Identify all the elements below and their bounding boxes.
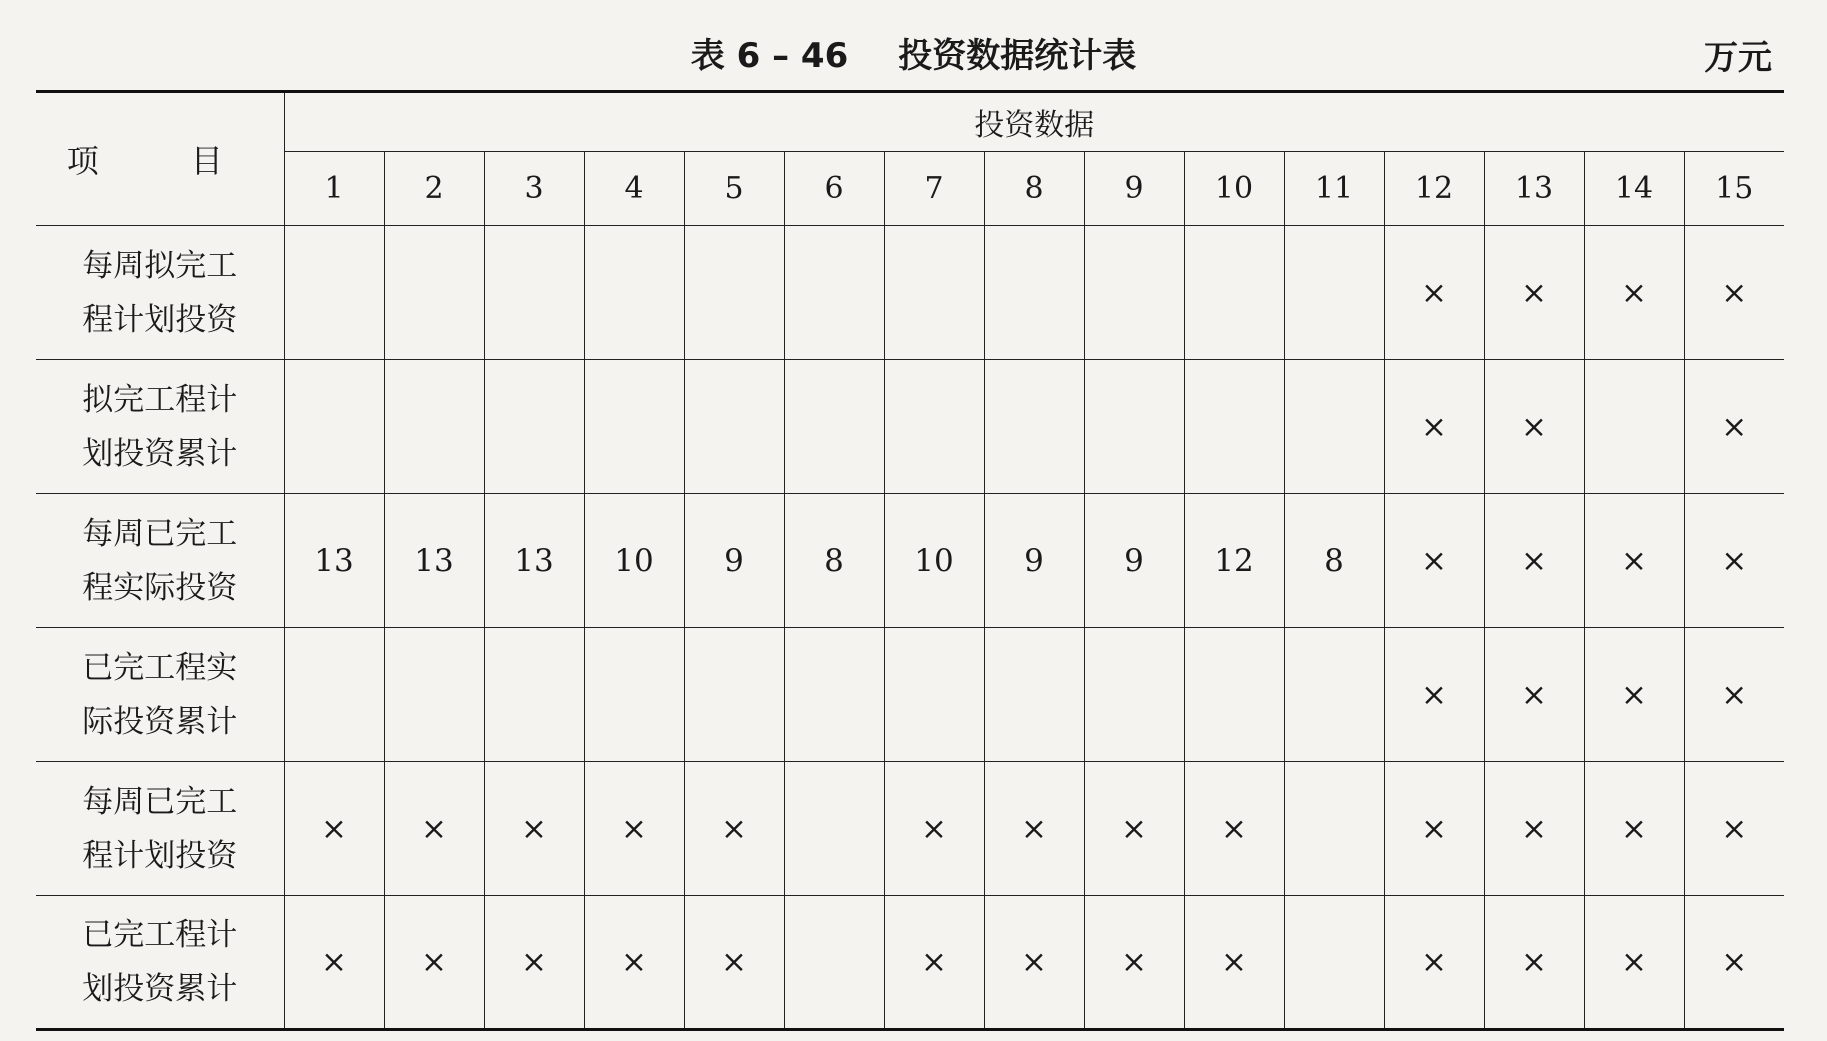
table-cell: × — [1584, 226, 1684, 360]
table-cell: × — [1384, 628, 1484, 762]
column-header-5: 5 — [684, 152, 784, 226]
table-cell: × — [1684, 226, 1784, 360]
table-cell: × — [1384, 360, 1484, 494]
table-cell: 13 — [384, 494, 484, 628]
table-cell — [884, 360, 984, 494]
column-header-8: 8 — [984, 152, 1084, 226]
table-cell: × — [284, 896, 384, 1030]
table-cell — [984, 226, 1084, 360]
table-cell: 9 — [684, 494, 784, 628]
row-label-line: 每周拟完工 — [82, 247, 238, 284]
table-cell: 13 — [484, 494, 584, 628]
column-header-10: 10 — [1184, 152, 1284, 226]
table-cell — [1284, 896, 1384, 1030]
column-header-4: 4 — [584, 152, 684, 226]
table-cell: 12 — [1184, 494, 1284, 628]
table-cell — [784, 896, 884, 1030]
column-header-2: 2 — [384, 152, 484, 226]
table-cell: × — [1184, 896, 1284, 1030]
table-cell: × — [1484, 226, 1584, 360]
table-cell — [984, 360, 1084, 494]
table-cell: × — [1484, 628, 1584, 762]
table-cell: × — [1484, 494, 1584, 628]
row-label — [36, 360, 284, 494]
table-cell: × — [1684, 494, 1784, 628]
table-cell — [784, 226, 884, 360]
table-cell: × — [1484, 360, 1584, 494]
table-number: 表 6 – 46 — [690, 36, 849, 76]
row-label — [36, 762, 284, 896]
table-cell — [1284, 360, 1384, 494]
table-cell: 9 — [984, 494, 1084, 628]
table-cell: × — [1684, 896, 1784, 1030]
table-cell — [1184, 226, 1284, 360]
table-cell — [1284, 628, 1384, 762]
table-cell — [384, 360, 484, 494]
table-cell: × — [1684, 762, 1784, 896]
column-header-6: 6 — [784, 152, 884, 226]
table-cell — [984, 628, 1084, 762]
table-cell — [284, 226, 384, 360]
table-cell: × — [1684, 360, 1784, 494]
item-header: 项 目 — [36, 92, 284, 226]
row-label-line: 程计划投资 — [82, 837, 238, 874]
table-cell: × — [1384, 896, 1484, 1030]
table-row — [36, 762, 1784, 896]
table-cell: 10 — [884, 494, 984, 628]
table-cell: × — [1584, 494, 1684, 628]
table-cell: × — [584, 762, 684, 896]
table-row — [36, 628, 1784, 762]
table-cell — [584, 360, 684, 494]
table-cell: 9 — [1084, 494, 1184, 628]
table-cell — [1184, 360, 1284, 494]
row-label — [36, 494, 284, 628]
table-cell: × — [584, 896, 684, 1030]
table-cell: × — [684, 896, 784, 1030]
table-cell — [1284, 226, 1384, 360]
investment-table — [36, 90, 1784, 1031]
table-cell — [484, 628, 584, 762]
row-label-line: 已完工程计 — [82, 917, 238, 953]
row-label-line: 每周已完工 — [82, 783, 238, 820]
table-cell: × — [1584, 896, 1684, 1030]
table-cell — [1284, 762, 1384, 896]
table-cell — [584, 628, 684, 762]
table-cell: × — [884, 896, 984, 1030]
table-cell: × — [1084, 762, 1184, 896]
table-cell: × — [384, 762, 484, 896]
table-cell — [784, 360, 884, 494]
table-cell — [1084, 360, 1184, 494]
column-header-14: 14 — [1584, 152, 1684, 226]
table-cell: × — [1384, 494, 1484, 628]
table-row — [36, 360, 1784, 494]
table-cell — [1184, 628, 1284, 762]
table-cell: 8 — [1284, 494, 1384, 628]
table-cell: 8 — [784, 494, 884, 628]
table-cell: × — [1584, 762, 1684, 896]
table-cell — [384, 226, 484, 360]
table-cell: × — [1484, 762, 1584, 896]
table-cell: 10 — [584, 494, 684, 628]
row-label-line: 程实际投资 — [82, 569, 238, 606]
table-cell — [784, 628, 884, 762]
table-row — [36, 896, 1784, 1030]
investment-data-header: 投资数据 — [284, 92, 1784, 152]
table-cell: × — [284, 762, 384, 896]
table-cell: × — [984, 762, 1084, 896]
table-cell: × — [1384, 762, 1484, 896]
table-cell: × — [484, 896, 584, 1030]
column-header-13: 13 — [1484, 152, 1584, 226]
column-header-1: 1 — [284, 152, 384, 226]
row-label — [36, 628, 284, 762]
table-cell — [284, 628, 384, 762]
table-cell: × — [1184, 762, 1284, 896]
table-cell — [284, 360, 384, 494]
row-label-line: 划投资累计 — [82, 435, 238, 472]
unit-label: 万元 — [1704, 38, 1772, 78]
column-header-15: 15 — [1684, 152, 1784, 226]
table-cell — [484, 360, 584, 494]
row-label-line: 每周已完工 — [82, 515, 238, 552]
table-cell — [1084, 226, 1184, 360]
row-label — [36, 896, 284, 1030]
table-cell: × — [884, 762, 984, 896]
column-header-12: 12 — [1384, 152, 1484, 226]
column-header-3: 3 — [484, 152, 584, 226]
table-cell: × — [1484, 896, 1584, 1030]
row-label-line: 已完工程实 — [82, 649, 238, 686]
table-cell: 13 — [284, 494, 384, 628]
table-cell — [684, 360, 784, 494]
row-label-line: 程计划投资 — [82, 301, 238, 338]
row-label-line: 划投资累计 — [82, 971, 238, 1007]
column-header-11: 11 — [1284, 152, 1384, 226]
table-cell — [884, 628, 984, 762]
table-cell: × — [1584, 628, 1684, 762]
table-cell — [684, 226, 784, 360]
table-cell: × — [1084, 896, 1184, 1030]
table-cell — [684, 628, 784, 762]
column-header-9: 9 — [1084, 152, 1184, 226]
table-cell — [784, 762, 884, 896]
table-cell: × — [1384, 226, 1484, 360]
table-title: 投资数据统计表 — [898, 36, 1137, 76]
table-cell — [1584, 360, 1684, 494]
table-cell: × — [484, 762, 584, 896]
table-cell: × — [1684, 628, 1784, 762]
table-cell: × — [384, 896, 484, 1030]
row-label-line: 际投资累计 — [82, 703, 238, 740]
table-cell — [384, 628, 484, 762]
table-cell: × — [984, 896, 1084, 1030]
table-cell — [584, 226, 684, 360]
table-cell: × — [684, 762, 784, 896]
table-cell — [484, 226, 584, 360]
table-cell — [884, 226, 984, 360]
table-cell — [1084, 628, 1184, 762]
table-row — [36, 494, 1784, 628]
table-row — [36, 226, 1784, 360]
row-label-line: 拟完工程计 — [82, 381, 238, 418]
table-caption — [0, 28, 1827, 77]
row-label — [36, 226, 284, 360]
column-header-7: 7 — [884, 152, 984, 226]
